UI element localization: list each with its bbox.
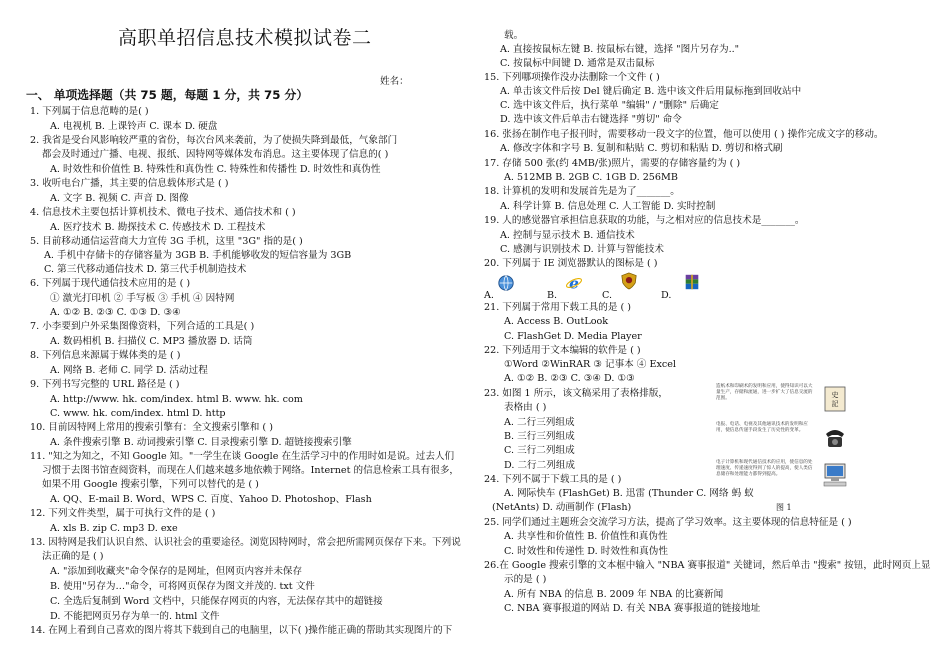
question-line: 4. 信息技术主要包括计算机技术、微电子技术、通信技术和 ( )	[30, 207, 296, 218]
question-line: A. 科学计算 B. 信息处理 C. 人工智能 D. 实时控制	[500, 201, 716, 212]
figure-row-text: 造纸术和印刷术的发明和应用，使得知识可以大量生产，存储和流通，进一步扩大了信息交流的范围。	[716, 384, 813, 401]
question-line: 都会及时通过广播、电视、报纸、因特网等媒体发布消息。这主要体现了信息的( )	[42, 149, 389, 160]
figure-row-computer	[716, 458, 856, 494]
question-line: ① 激光打印机 ② 手写板 ③ 手机 ④ 因特网	[50, 293, 235, 304]
telephone-icon	[820, 422, 850, 452]
question-line: 26.在 Google 搜索引擎的文本框中输入 "NBA 赛事报道" 关键词，然后单击 "搜索" 按钮，此时网页上显	[484, 560, 931, 571]
question-line: A. 医疗技术 B. 勘探技术 C. 传感技术 D. 工程技术	[50, 222, 266, 233]
question-line: A. 条件搜索引擎 B. 动词搜索引擎 C. 目录搜索引擎 D. 超链接搜索引擎	[50, 437, 352, 448]
question-line: C. 按鼠标中间键 D. 通常是双击鼠标	[500, 58, 655, 69]
question-line: 24. 下列不属于下载工具的是 ( )	[484, 474, 622, 485]
exam-title: 高职单招信息技术模拟试卷二	[118, 27, 372, 49]
question-line: D. 不能把网页另存为单一的. html 文件	[50, 611, 220, 622]
question-line: A. 电视机 B. 上课铃声 C. 课本 D. 硬盘	[50, 121, 218, 132]
question-line: A. 单击该文件后按 Del 键后确定 B. 选中该文件后用鼠标拖到回收站中	[500, 86, 802, 97]
svg-text:e: e	[569, 274, 579, 292]
svg-text:記: 記	[831, 400, 839, 408]
question-line: A. "添加到收藏夹"命令保存的是网址，但网页内容并未保存	[50, 566, 303, 577]
section-heading: 一、 单项选择题（共 75 题，每题 1 分，共 75 分）	[26, 88, 309, 102]
question-line: C. NBA 赛事报道的网站 D. 有关 NBA 赛事报道的链接地址	[504, 603, 761, 614]
question-line: C. 全选后复制到 Word 文档中，只能保存网页的内容，无法保存其中的超链接	[50, 596, 383, 607]
q20-option-b-label: B.	[547, 290, 558, 301]
question-line: A. 网络 B. 老师 C. 同学 D. 活动过程	[50, 365, 208, 376]
question-line: 10. 目前因特网上常用的搜索引擎有：全文搜索引擎和 ( )	[30, 422, 273, 433]
q20-option-a-label: A.	[484, 290, 494, 301]
question-line: 7. 小李要到户外采集图像资料，下列合适的工具是( )	[30, 321, 255, 332]
question-line: 19. 人的感觉器官承担信息获取的功能，与之相对应的信息技术是_______。	[484, 215, 805, 226]
question-line: 14. 在网上看到自己喜欢的图片将其下载到自己的电脑里，以下( )操作能正确的帮助其实现图片的下	[30, 625, 453, 636]
question-line: B. 三行三列组成	[504, 431, 575, 442]
question-line: 25. 同学们通过主题班会交流学习方法，提高了学习效率。这主要体现的信息特征是 ( )	[484, 517, 852, 528]
question-line: 1. 下列属于信息范畴的是( )	[30, 106, 149, 117]
figure-caption: 图 1	[776, 503, 792, 512]
question-line: 3. 收听电台广播，其主要的信息载体形式是 ( )	[30, 178, 229, 189]
ie-icon	[565, 274, 583, 292]
question-line: C. 选中该文件后，执行菜单 "编辑" / "删除" 后确定	[500, 100, 719, 111]
question-line: A. ①② B. ②③ C. ③④ D. ①③	[504, 373, 635, 384]
question-line: D. 选中该文件后单击右键选择 "剪切" 命令	[500, 114, 682, 125]
figure-row-text: 电子计算机和现代通信技术的应用，使信息的处理速度、传递速度得到了惊人的提高，使人类信息储存和处理能力都得到提高。	[716, 460, 813, 477]
question-line: A. 网际快车 (FlashGet) B. 迅雷 (Thunder C. 网络 蚂 蚁	[504, 488, 754, 499]
question-line: B. 使用"另存为…"命令，可将网页保存为图文并茂的. txt 文件	[50, 581, 315, 592]
question-line: 8. 下列信息来源属于媒体类的是 ( )	[30, 350, 181, 361]
question-line: C. 时效性和传递性 D. 时效性和真伪性	[504, 546, 668, 557]
question-line: A. 手机中存储卡的存储容量为 3GB B. 手机能够收发的短信容量为 3GB	[44, 250, 352, 261]
question-line: 23. 如图 1 所示，该文稿采用了表格排版，	[484, 388, 669, 399]
figure-row-text: 电报、电话、电视及其他通讯技术的发明和应用，使信息传递手段发生了历史性的变革。	[716, 422, 808, 433]
question-line: 载。	[504, 30, 524, 41]
question-line: 21. 下列属于常用下载工具的是 ( )	[484, 302, 632, 313]
question-line: A. 时效性和价值性 B. 特殊性和真伪性 C. 特殊性和传播性 D. 时效性和真伪性	[50, 164, 381, 175]
question-line: A. ①② B. ②③ C. ①③ D. ③④	[50, 307, 181, 318]
name-label: 姓名：	[380, 76, 409, 87]
question-line: C. 三行二列组成	[504, 445, 575, 456]
q20-option-d-label: D.	[661, 290, 672, 301]
computer-icon	[820, 460, 850, 490]
question-line: C. FlashGet D. Media Player	[504, 331, 642, 342]
question-line: 22. 下列适用于文本编辑的软件是 ( )	[484, 345, 641, 356]
question-line: 表格由 ( )	[504, 402, 547, 413]
question-line: 如果不用 Google 搜索引擎，下列可以替代的是 ( )	[42, 479, 259, 490]
question-line: 法正确的是 ( )	[42, 551, 104, 562]
question-line: 2. 我省是受台风影响较严重的省份，每次台风来袭前，为了使损失降到最低，气象部门	[30, 135, 398, 146]
book-icon	[820, 384, 850, 414]
question-line: 习惯于去图书馆查阅资料，而现在人们越来越多地依赖于网络。Internet 的信息检索工具有很多，	[42, 465, 460, 476]
question-line: C. www. hk. com/index. html D. http	[50, 408, 226, 419]
question-line: (NetAnts) D. 动画制作 (Flash)	[492, 502, 632, 513]
question-line: A. 控制与显示技术 B. 通信技术	[500, 230, 635, 241]
question-line: 11. "知之为知之，不知 Google 知。"一学生在谈 Google 在生活学习中的作用时如是说。过去人们	[30, 451, 455, 462]
question-line: A. 512MB B. 2GB C. 1GB D. 256MB	[504, 172, 678, 183]
question-line: 示的是 ( )	[504, 574, 547, 585]
question-line: A. Access B. OutLook	[504, 316, 609, 327]
question-line: 6. 下列属于现代通信技术应用的是 ( )	[30, 278, 191, 289]
q20-option-c-label: C.	[602, 290, 613, 301]
question-line: 20. 下列属于 IE 浏览器默认的图标是 ( )	[484, 258, 658, 269]
question-line: A. xls B. zip C. mp3 D. exe	[50, 523, 178, 534]
question-line: A. 共享性和价值性 B. 价值性和真伪性	[504, 531, 668, 542]
figure-row-telephone	[716, 420, 856, 456]
globe-icon	[497, 274, 515, 292]
question-line: A. 修改字体和字号 B. 复制和粘贴 C. 剪切和粘贴 D. 剪切和格式刷	[500, 143, 783, 154]
question-line: A. QQ、E-mail B. Word、WPS C. 百度、Yahoo D. Photoshop、Flash	[50, 494, 372, 505]
question-line: C. 感测与识别技术 D. 计算与智能技术	[500, 244, 664, 255]
question-line: C. 第三代移动通信技术 D. 第三代手机制造技术	[44, 264, 247, 275]
question-line: D. 二行二列组成	[504, 460, 576, 471]
figure-row-printing	[716, 382, 856, 418]
question-line: A. 文字 B. 视频 C. 声音 D. 图像	[50, 193, 189, 204]
svg-text:史: 史	[831, 391, 839, 399]
question-line: 13. 因特网是我们认识自然、认识社会的重要途径。浏览因特网时，常会把所需网页保存下来。下列说	[30, 537, 461, 548]
question-line: 17. 存储 500 张(约 4MB/张)照片，需要的存储容量约为 ( )	[484, 158, 741, 169]
question-line: A. http://www. hk. com/index. html B. www. hk. com	[50, 394, 303, 405]
question-line: A. 二行三列组成	[504, 417, 575, 428]
question-line: 12. 下列文件类型，属于可执行文件的是 ( )	[30, 508, 216, 519]
winrar-icon	[683, 273, 701, 291]
question-line: ①Word ②WinRAR ③ 记事本 ④ Excel	[504, 359, 676, 370]
question-line: 15. 下列哪项操作没办法删除一个文件 ( )	[484, 72, 660, 83]
question-line: A. 所有 NBA 的信息 B. 2009 年 NBA 的比赛新闻	[504, 589, 724, 600]
shield-icon	[620, 272, 638, 290]
question-line: A. 数码相机 B. 扫描仪 C. MP3 播放器 D. 话筒	[50, 336, 253, 347]
question-line: A. 直接按鼠标左键 B. 按鼠标右键，选择 "图片另存为.."	[500, 44, 740, 55]
question-line: 9. 下列书写完整的 URL 路径是 ( )	[30, 379, 180, 390]
question-line: 5. 目前移动通信运营商大力宣传 3G 手机，这里 "3G" 指的是( )	[30, 236, 303, 247]
question-line: 16. 张扬在制作电子报刊时，需要移动一段文字的位置，他可以使用 ( ) 操作完成文字的移动。	[484, 129, 884, 140]
question-line: 18. 计算机的发明和发展首先是为了_______。	[484, 186, 680, 197]
figure-1-table	[716, 382, 856, 496]
